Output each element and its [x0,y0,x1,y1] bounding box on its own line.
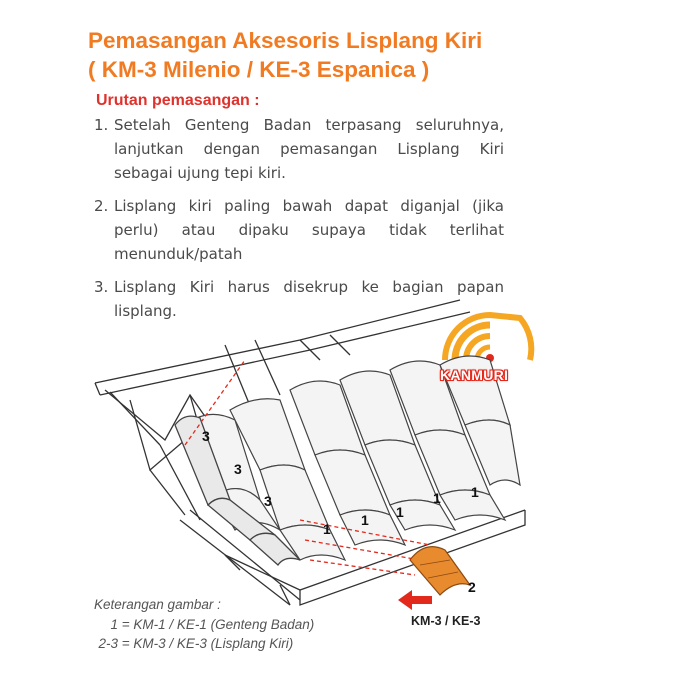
legend-value: = KM-1 / KE-1 (Genteng Badan) [121,617,315,632]
legend-row-1 [68,617,314,632]
step-text: Setelah Genteng Badan terpasang seluruhnya, lanjutkan dengan pemasangan Lisplang Kiri sebagai ujung tepi kiri. [114,116,504,182]
kanmuri-logo-text: KANMURI [440,367,509,383]
legend-key: 2-3 [98,636,118,651]
title-line-2: ( KM-3 Milenio / KE-3 Espanica ) [88,57,430,82]
step-text: Lisplang Kiri harus disekrup ke bagian papan lisplang. [114,278,504,320]
legend-value: = KM-3 / KE-3 (Lisplang Kiri) [121,636,294,651]
label-1-b: 1 [361,512,369,528]
step-number: 3. [94,278,109,296]
step-text: Lisplang kiri paling bawah dapat diganjal (jika perlu) atau dipaku supaya tidak terlihat menunduk/patah [114,197,504,263]
install-arrow-icon [398,590,432,610]
legend-row-2 [68,636,293,651]
label-3-middle: 3 [234,461,242,477]
legend-title: Keterangan gambar : [94,597,221,612]
steps-heading: Urutan pemasangan : [96,92,260,109]
step-number: 2. [94,197,109,215]
label-2: 2 [468,579,476,595]
label-3-top: 3 [202,428,210,444]
label-1-e: 1 [471,484,479,500]
label-3-bottom: 3 [264,493,272,509]
legend-key: 1 [110,617,118,632]
kanmuri-logo-icon [445,315,531,362]
label-1-c: 1 [396,504,404,520]
km3-tile-icon [410,547,470,595]
title-line-1: Pemasangan Aksesoris Lisplang Kiri [88,28,483,53]
label-1-d: 1 [433,490,441,506]
step-number: 1. [94,116,109,134]
tile-caption: KM-3 / KE-3 [411,614,481,628]
label-1-a: 1 [323,521,331,537]
